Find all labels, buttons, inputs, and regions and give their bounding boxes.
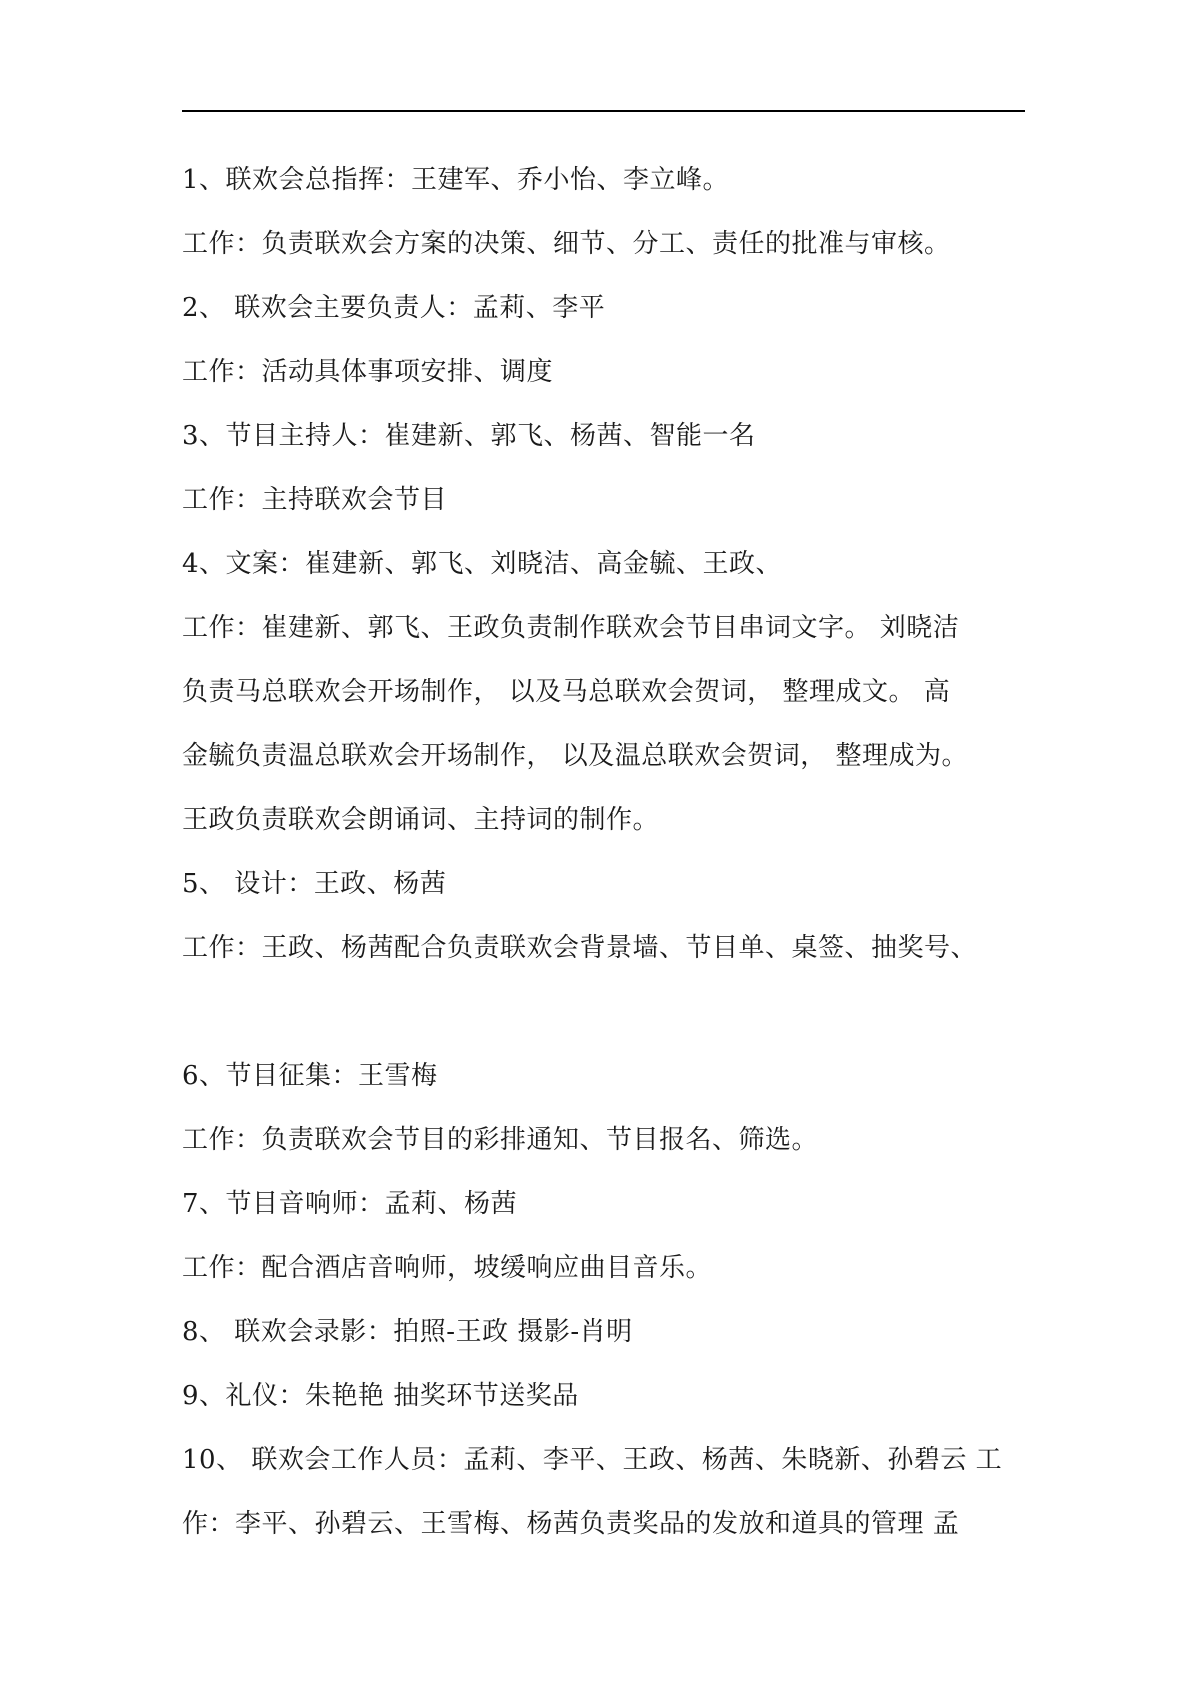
text-line: 8、 联欢会录影：拍照-王政 摄影-肖明 xyxy=(182,1317,633,1347)
text-line: 负责马总联欢会开场制作， 以及马总联欢会贺词， 整理成文。 高 xyxy=(182,677,951,707)
text-line: 工作：活动具体事项安排、调度 xyxy=(182,357,554,387)
blank-line xyxy=(182,980,1025,1044)
text-line: 10、 联欢会工作人员：孟莉、李平、王政、杨茜、朱晓新、孙碧云 工 xyxy=(182,1445,1003,1475)
document-body xyxy=(182,148,1025,1556)
text-line: 工作：王政、杨茜配合负责联欢会背景墙、节目单、桌签、抽奖号、 xyxy=(182,933,978,963)
text-line: 工作：崔建新、郭飞、王政负责制作联欢会节目串词文字。 刘晓洁 xyxy=(182,613,960,643)
text-line: 4、文案：崔建新、郭飞、刘晓洁、高金毓、王政、 xyxy=(182,549,783,579)
text-line: 工作：负责联欢会方案的决策、细节、分工、责任的批准与审核。 xyxy=(182,229,951,259)
text-line: 6、节目征集：王雪梅 xyxy=(182,1061,438,1091)
text-line: 工作：主持联欢会节目 xyxy=(182,485,448,515)
text-line: 3、节目主持人：崔建新、郭飞、杨茜、智能一名 xyxy=(182,421,756,451)
text-line: 金毓负责温总联欢会开场制作， 以及温总联欢会贺词， 整理成为。 xyxy=(182,741,969,771)
text-line: 工作：负责联欢会节目的彩排通知、节目报名、筛选。 xyxy=(182,1125,819,1155)
text-line: 王政负责联欢会朗诵词、主持词的制作。 xyxy=(182,805,660,835)
text-line: 工作：配合酒店音响师，坡缓响应曲目音乐。 xyxy=(182,1253,713,1283)
header-rule xyxy=(182,110,1025,112)
text-line: 1、联欢会总指挥：王建军、乔小怡、李立峰。 xyxy=(182,165,730,195)
text-line: 作：李平、孙碧云、王雪梅、杨茜负责奖品的发放和道具的管理 孟 xyxy=(182,1509,960,1539)
text-line: 9、礼仪：朱艳艳 抽奖环节送奖品 xyxy=(182,1381,579,1411)
text-line: 5、 设计：王政、杨茜 xyxy=(182,869,447,899)
text-line: 2、 联欢会主要负责人：孟莉、李平 xyxy=(182,293,606,323)
text-line: 7、节目音响师：孟莉、杨茜 xyxy=(182,1189,518,1219)
